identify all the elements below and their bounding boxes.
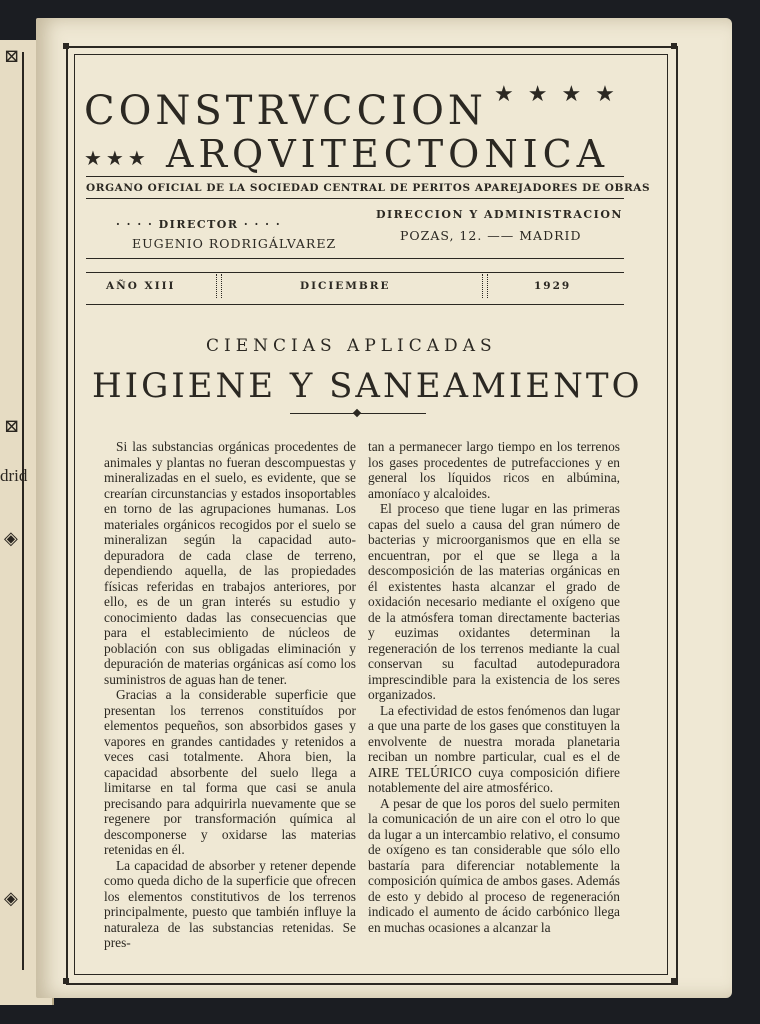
left-page-border <box>6 52 24 970</box>
paragraph: La efectividad de estos fenómenos dan lugar a que una parte de los gases que constituyen la envolvente de nuestra morada planetaria reciban un nombre particular, cual es el de AIRE TELÚRICO cuya composición difiere notablemente del aire atmosférico. <box>368 702 620 795</box>
masthead-stars-left: ★★★ <box>84 146 150 170</box>
admin-address: POZAS, 12. —— MADRID <box>400 228 582 243</box>
ornament-icon: ⊠ <box>4 46 20 67</box>
issue-year-number: 1929 <box>534 280 572 292</box>
corner-ornament <box>671 43 677 49</box>
masthead-title-line2: ARQVITECTONICA <box>166 132 610 176</box>
admin-label: DIRECCION Y ADMINISTRACION <box>376 208 623 221</box>
paragraph: Gracias a la considerable superficie que presentan los terrenos constituídos por elementos pequeños, son absorbidos gases y vapores en grandes cantidades y retenidos a veces casi totalmente. Ahora bien, la capacidad absorbente del suelo llega a limitarse en tal forma que casi se anula precisando para adquirirla nuevamente que se regenere por transformación química al descomponerse y oxidarse las materias retenidas en él. <box>104 687 356 857</box>
paragraph: El proceso que tiene lugar en las primeras capas del suelo a causa del gran número de bacterias y microorganismos que en ella se encuentran, por el que se llega a la descomposición de las materias orgánicas en él existentes hasta alcanzar el grado de oxidación necesario mediante el oxígeno que de la atmósfera toman directamente bacterias y euzimas oxidantes determinan la regeneración de los terrenos mediante la cual conservan su facultad autodepuradora imprescindible para la existencia de los seres organizados. <box>368 501 620 702</box>
masthead-subtitle: ORGANO OFICIAL DE LA SOCIEDAD CENTRAL DE PERITOS APAREJADORES DE OBRAS <box>86 182 651 194</box>
issue-month: DICIEMBRE <box>300 280 391 292</box>
masthead-rule <box>86 198 624 199</box>
article-column-left <box>104 439 356 951</box>
issue-rule <box>86 304 624 305</box>
paragraph: A pesar de que los poros del suelo permiten la comunicación de un aire con el otro lo que da lugar a un intercambio relativo, el consumo de oxígeno es tan considerable que sólo ello bastaría para diferenciar notablemente la composición química de ambos gases. Además de esto y debido al proceso de regeneración indicado el aumento de ácido carbónico llega en muchas ocasiones a alcanzar la <box>368 795 620 935</box>
corner-ornament <box>63 978 69 984</box>
masthead-title-line1: CONSTRVCCION <box>84 88 487 134</box>
magazine-page <box>36 18 732 998</box>
ornament-icon: ⊠ <box>4 416 20 437</box>
corner-ornament <box>671 978 677 984</box>
info-rule <box>86 258 624 259</box>
issue-rule <box>86 272 624 273</box>
issue-separator <box>216 274 222 298</box>
masthead-rule <box>86 176 624 177</box>
article-column-right <box>368 439 620 935</box>
masthead-stars-right: ★★★★ <box>494 82 629 107</box>
corner-ornament <box>63 43 69 49</box>
issue-separator <box>482 274 488 298</box>
article-title: HIGIENE Y SANEAMIENTO <box>92 366 643 406</box>
issue-year: AÑO XIII <box>106 280 176 292</box>
ornament-icon: ◈ <box>4 888 18 909</box>
section-heading: CIENCIAS APLICADAS <box>206 336 497 356</box>
ornament-icon: ◈ <box>4 528 18 549</box>
left-page-text: drid <box>0 466 28 485</box>
director-label: · · · · DIRECTOR · · · · <box>116 218 282 231</box>
paragraph: tan a permanecer largo tiempo en los terrenos los gases procedentes de putrefacciones y en general los líquidos ricos en albúmina, amoníaco y alcaloides. <box>368 439 620 501</box>
director-name: EUGENIO RODRIGÁLVAREZ <box>132 236 337 251</box>
paragraph: La capacidad de absorber y retener depende como queda dicho de la superficie que ofrecen los elementos constitutivos de los terrenos principalmente, puesto que también influye la naturaleza de las substancias retenidas. Se pres- <box>104 857 356 950</box>
paragraph: Si las substancias orgánicas procedentes de animales y plantas no fueran descompuestas y mineralizadas en el suelo, es evidente, que se crearían circunstancias y estados insoportables en torno de las agrupaciones humanas. Los materiales orgánicos recogidos por el suelo se mineralizan según la capacidad auto-depuradora de cada clase de terreno, dependiendo aquella, de las propiedades físicas referidas en trabajos anteriores, por ello, es de un gran interés su estudio y conocimiento dadas las consecuencias que para el establecimiento de núcleos de población con sus obligadas eliminación y depuración de materias orgánicas así como los suministros de aguas han de tener. <box>104 439 356 687</box>
